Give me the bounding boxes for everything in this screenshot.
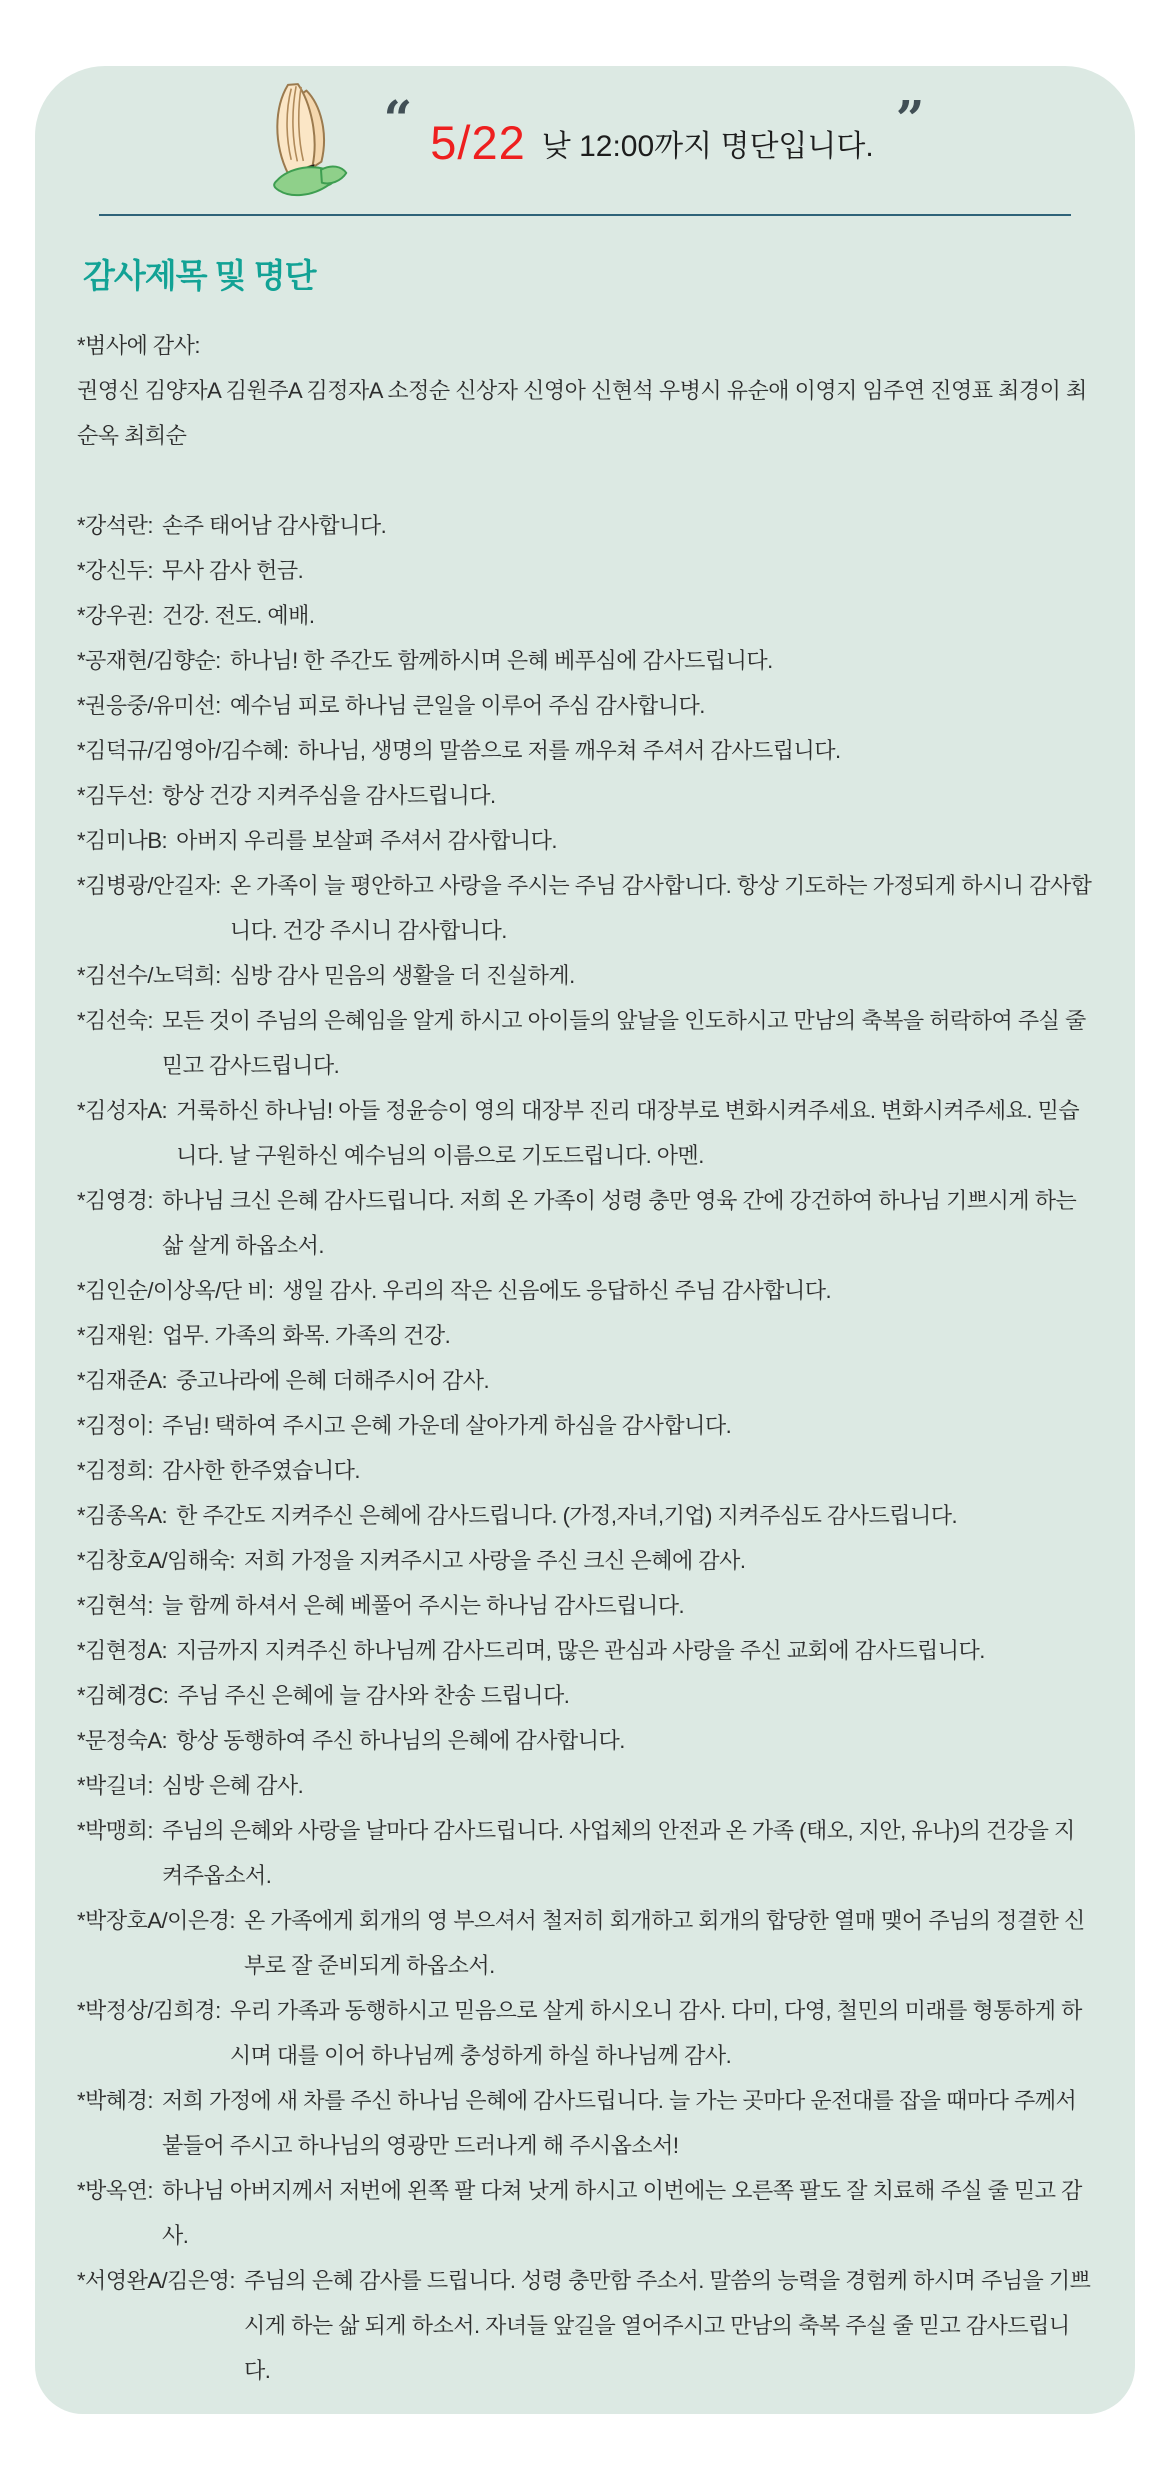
list-item bbox=[77, 863, 1093, 953]
list-item bbox=[77, 1898, 1093, 1988]
entry-name: *강석란: bbox=[77, 513, 153, 538]
list-item bbox=[77, 1358, 1093, 1403]
list-item bbox=[77, 1763, 1093, 1808]
list-item bbox=[77, 1403, 1093, 1448]
entry-message: 중고나라에 은혜 더해주시어 감사. bbox=[176, 1368, 490, 1393]
entry-name: *김두선: bbox=[77, 783, 153, 808]
list-item bbox=[77, 728, 1093, 773]
entry-name: *김선숙: bbox=[77, 1008, 153, 1033]
entry-list bbox=[77, 503, 1093, 2393]
entry-name: *김종옥A: bbox=[77, 1503, 168, 1528]
list-item bbox=[77, 683, 1093, 728]
list-item bbox=[77, 548, 1093, 593]
entry-name: *김성자A: bbox=[77, 1098, 168, 1123]
entry-name: *김선수/노덕희: bbox=[77, 963, 221, 988]
open-quote-mark: “ bbox=[383, 89, 413, 148]
entry-name: *박장호A/이은경: bbox=[77, 1908, 235, 1933]
thanksgiving-list bbox=[77, 323, 1093, 2393]
entry-name: *김덕규/김영아/김수혜: bbox=[77, 738, 289, 763]
list-item bbox=[77, 1808, 1093, 1898]
list-item bbox=[77, 1538, 1093, 1583]
entry-name: *박길녀: bbox=[77, 1773, 153, 1798]
entry-message: 무사 감사 헌금. bbox=[161, 558, 304, 583]
entry-name: *방옥연: bbox=[77, 2178, 153, 2203]
entry-name: *김정희: bbox=[77, 1458, 153, 1483]
entry-name: *김혜경C: bbox=[77, 1683, 169, 1708]
header-divider bbox=[99, 214, 1071, 216]
entry-message: 주님 주신 은혜에 늘 감사와 찬송 드립니다. bbox=[177, 1683, 570, 1708]
entry-message: 심방 감사 믿음의 생활을 더 진실하게. bbox=[229, 963, 575, 988]
deadline-date: 5/22 bbox=[430, 115, 526, 169]
list-item bbox=[77, 1268, 1093, 1313]
entry-name: *김인순/이상옥/단 비: bbox=[77, 1278, 274, 1303]
list-item bbox=[77, 1583, 1093, 1628]
list-item bbox=[77, 1628, 1093, 1673]
entry-message: 감사한 한주였습니다. bbox=[161, 1458, 360, 1483]
entry-name: *김재원: bbox=[77, 1323, 153, 1348]
general-thanks-block bbox=[77, 323, 1093, 458]
entry-message: 저희 가정에 새 차를 주신 하나님 은혜에 감사드립니다. 늘 가는 곳마다 운전대를 잡을 때마다 주께서 붙들어 주시고 하나님의 영광만 드러나게 해 주시옵소서! bbox=[161, 2088, 1077, 2158]
entry-message: 주님! 택하여 주시고 은혜 가운데 살아가게 하심을 감사합니다. bbox=[161, 1413, 732, 1438]
entry-message: 저희 가정을 지켜주시고 사랑을 주신 크신 은혜에 감사. bbox=[243, 1548, 746, 1573]
entry-name: *김창호A/임해숙: bbox=[77, 1548, 235, 1573]
entry-message: 지금까지 지켜주신 하나님께 감사드리며, 많은 관심과 사랑을 주신 교회에 감사드립니다. bbox=[176, 1638, 985, 1663]
list-item bbox=[77, 773, 1093, 818]
entry-name: *김재준A: bbox=[77, 1368, 168, 1393]
entry-message: 심방 은혜 감사. bbox=[161, 1773, 304, 1798]
list-item bbox=[77, 1313, 1093, 1358]
entry-message: 주님의 은혜와 사랑을 날마다 감사드립니다. 사업체의 안전과 온 가족 (태오, 지안, 유나)의 건강을 지켜주옵소서. bbox=[161, 1818, 1075, 1888]
entry-message: 하나님 아버지께서 저번에 왼쪽 팔 다쳐 낫게 하시고 이번에는 오른쪽 팔도 잘 치료해 주실 줄 믿고 감사. bbox=[161, 2178, 1082, 2248]
list-item bbox=[77, 1493, 1093, 1538]
praying-hands-icon bbox=[241, 75, 362, 209]
section-title: 감사제목 및 명단 bbox=[83, 257, 316, 294]
entry-message: 거룩하신 하나님! 아들 정윤승이 영의 대장부 진리 대장부로 변화시켜주세요. 변화시켜주세요. 믿습니다. 날 구원하신 예수님의 이름으로 기도드립니다. 아멘. bbox=[176, 1098, 1080, 1168]
list-item bbox=[77, 1448, 1093, 1493]
entry-message: 생일 감사. 우리의 작은 신음에도 응답하신 주님 감사합니다. bbox=[282, 1278, 832, 1303]
entry-message: 손주 태어남 감사합니다. bbox=[161, 513, 387, 538]
close-quote-mark: ” bbox=[895, 89, 925, 148]
entry-message: 우리 가족과 동행하시고 믿음으로 살게 하시오니 감사. 다미, 다영, 철민의 미래를 형통하게 하시며 대를 이어 하나님께 충성하게 하실 하나님께 감사. bbox=[229, 1998, 1082, 2068]
list-item bbox=[77, 2078, 1093, 2168]
list-item bbox=[77, 638, 1093, 683]
entry-name: *김미나B: bbox=[77, 828, 168, 853]
entry-message: 항상 동행하여 주신 하나님의 은혜에 감사합니다. bbox=[176, 1728, 625, 1753]
entry-message: 아버지 우리를 보살펴 주셔서 감사합니다. bbox=[176, 828, 557, 853]
list-item bbox=[77, 1673, 1093, 1718]
list-item bbox=[77, 1718, 1093, 1763]
entry-name: *강신두: bbox=[77, 558, 153, 583]
list-item bbox=[77, 998, 1093, 1088]
entry-message: 하나님, 생명의 말씀으로 저를 깨우쳐 주셔서 감사드립니다. bbox=[297, 738, 841, 763]
entry-message: 주님의 은혜 감사를 드립니다. 성령 충만함 주소서. 말씀의 능력을 경험케 하시며 주님을 기쁘시게 하는 삶 되게 하소서. 자녀들 앞길을 열어주시고 만남의 축복 주실 줄 믿고 감사드립니다. bbox=[243, 2268, 1091, 2383]
list-item bbox=[77, 1988, 1093, 2078]
entry-name: *김현석: bbox=[77, 1593, 153, 1618]
entry-name: *박정상/김희경: bbox=[77, 1998, 221, 2023]
notice-card bbox=[35, 66, 1135, 2414]
entry-name: *김정이: bbox=[77, 1413, 153, 1438]
general-thanks-names: 권영신 김양자A 김원주A 김정자A 소정순 신상자 신영아 신현석 우병시 유순애 이영지 임주연 진영표 최경이 최순옥 최희순 bbox=[77, 378, 1087, 448]
entry-name: *김현정A: bbox=[77, 1638, 168, 1663]
entry-message: 온 가족에게 회개의 영 부으셔서 철저히 회개하고 회개의 합당한 열매 맺어 주님의 정결한 신부로 잘 준비되게 하옵소서. bbox=[243, 1908, 1085, 1978]
entry-message: 건강. 전도. 예배. bbox=[161, 603, 315, 628]
list-item bbox=[77, 1178, 1093, 1268]
entry-message: 하나님 크신 은혜 감사드립니다. 저희 온 가족이 성령 충만 영육 간에 강건하여 하나님 기쁘시게 하는 삶 살게 하옵소서. bbox=[161, 1188, 1077, 1258]
entry-message: 하나님! 한 주간도 함께하시며 은혜 베푸심에 감사드립니다. bbox=[229, 648, 773, 673]
entry-name: *박맹희: bbox=[77, 1818, 153, 1843]
entry-name: *박혜경: bbox=[77, 2088, 153, 2113]
list-item bbox=[77, 2168, 1093, 2258]
entry-message: 항상 건강 지켜주심을 감사드립니다. bbox=[161, 783, 496, 808]
entry-message: 모든 것이 주님의 은혜임을 알게 하시고 아이들의 앞날을 인도하시고 만남의 축복을 허락하여 주실 줄 믿고 감사드립니다. bbox=[161, 1008, 1086, 1078]
entry-name: *공재현/김향순: bbox=[77, 648, 221, 673]
list-item bbox=[77, 953, 1093, 998]
entry-message: 온 가족이 늘 평안하고 사랑을 주시는 주님 감사합니다. 항상 기도하는 가정되게 하시니 감사합니다. 건강 주시니 감사합니다. bbox=[229, 873, 1092, 943]
deadline-notice-text: 낮 12:00까지 명단입니다. bbox=[541, 130, 874, 163]
entry-message: 늘 함께 하셔서 은혜 베풀어 주시는 하나님 감사드립니다. bbox=[161, 1593, 685, 1618]
entry-message: 한 주간도 지켜주신 은혜에 감사드립니다. (가정,자녀,기업) 지켜주심도 감사드립니다. bbox=[176, 1503, 958, 1528]
entry-message: 업무. 가족의 화목. 가족의 건강. bbox=[161, 1323, 451, 1348]
entry-name: *김병광/안길자: bbox=[77, 873, 221, 898]
list-item bbox=[77, 593, 1093, 638]
entry-message: 예수님 피로 하나님 큰일을 이루어 주심 감사합니다. bbox=[229, 693, 705, 718]
card-header bbox=[77, 76, 1093, 208]
list-item bbox=[77, 818, 1093, 863]
entry-name: *권응중/유미선: bbox=[77, 693, 221, 718]
list-item bbox=[77, 503, 1093, 548]
general-thanks-label: *범사에 감사: bbox=[77, 333, 201, 358]
entry-name: *서영완A/김은영: bbox=[77, 2268, 235, 2293]
list-item bbox=[77, 2258, 1093, 2393]
list-item bbox=[77, 1088, 1093, 1178]
entry-name: *김영경: bbox=[77, 1188, 153, 1213]
entry-name: *강우권: bbox=[77, 603, 153, 628]
entry-name: *문정숙A: bbox=[77, 1728, 168, 1753]
